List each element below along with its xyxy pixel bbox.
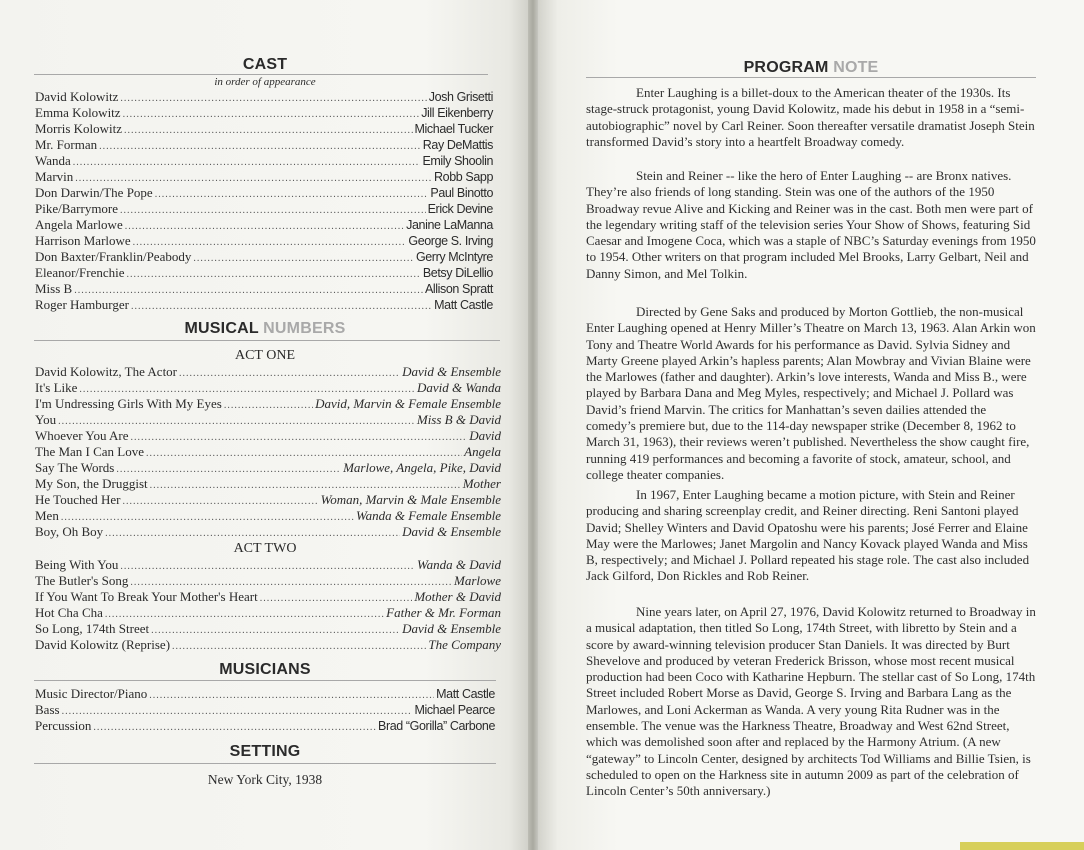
act-two-title: ACT TWO	[233, 541, 297, 556]
song-row	[35, 589, 501, 605]
program-note-paragraph-2: Stein and Reiner -- like the hero of Enter Laughing -- are Bronx natives. They’re also friends of long standing. Stein was one of the authors of the 1950 Broadway revue Alive and Kicking and Reiner was in the cast. Both men were part of the legendary writing staff of the television series Your Show of Shows, featuring Sid Caesar and Imogene Coca, which was a staple of NBC’s Saturday evenings from 1950 to 1954. Other writers on that program included Mel Brooks, Larry Gelbart, Neil and Danny Simon, and Mel Tolkin.	[586, 168, 1036, 281]
musician-row	[35, 702, 495, 718]
yellow-edge	[960, 842, 1084, 850]
cast-row-label: Roger Hamburger	[35, 297, 129, 312]
song-row	[35, 460, 501, 476]
dot-leader	[99, 139, 421, 155]
cast-row	[35, 249, 493, 265]
cast-row	[35, 185, 493, 201]
dot-leader	[120, 91, 426, 107]
dot-leader	[124, 123, 413, 139]
cast-row-value: Ray DeMattis	[422, 138, 493, 152]
musical-numbers-rule	[34, 340, 500, 341]
cast-row	[35, 265, 493, 281]
song-row-label: The Man I Can Love	[35, 444, 145, 459]
song-row-label: Hot Cha Cha	[35, 605, 103, 620]
song-row-label: So Long, 174th Street	[35, 621, 150, 636]
musician-row	[35, 718, 495, 734]
cast-row-value: Matt Castle	[434, 298, 493, 312]
cast-row-value: George S. Irving	[408, 234, 493, 248]
song-row	[35, 621, 501, 637]
musicians-heading: MUSICIANS	[219, 661, 311, 678]
song-row	[35, 573, 501, 589]
cast-heading: CAST	[242, 56, 288, 73]
musical-numbers-heading	[0, 320, 530, 338]
song-row-value: Wanda & David	[416, 557, 501, 572]
cast-row	[35, 89, 493, 105]
program-note-rule	[586, 77, 1036, 78]
musicians-list	[35, 686, 495, 734]
cast-row-label: Harrison Marlowe	[35, 233, 131, 248]
program-note-paragraph-3: Directed by Gene Saks and produced by Morton Gottlieb, the non-musical Enter Laughing opened at Henry Miller’s Theatre on March 13, 1963. Alan Arkin won Tony and Theatre World Awards for his performance as David. Sylvia Sidney and Marty Greene played Arkin’s hapless parents; Alan Mowbray and Vivian Blaine were the Marlowes (father and daughter). Arkin’s love interests, Wanda and Miss B., were played by Barbara Dana and Meg Myles, respectively; and Michael J. Pollard was David’s friend Marvin. The critics for Manhattan’s seven dailies attended the comedy’s premiere but, due to the 114-day newspaper strike (December 8, 1962 to March 31, 1963), their reviews weren’t published. Nevertheless the show caught fire, running 419 performances and becoming a favorite of stock, amateur, school, and college theater companies.	[586, 304, 1036, 482]
cast-row-value: Erick Devine	[427, 202, 493, 216]
song-row-label: Whoever You Are	[35, 428, 129, 443]
dot-leader	[131, 430, 468, 446]
dot-leader	[123, 107, 420, 123]
song-row-value: Angela	[464, 444, 501, 459]
dot-leader	[61, 510, 354, 526]
dot-leader	[179, 366, 400, 382]
setting-text: New York City, 1938	[207, 772, 323, 787]
cast-row-value: Gerry McIntyre	[415, 250, 493, 264]
program-note-heading-gray: NOTE	[833, 59, 879, 76]
act-two-song-list	[35, 557, 501, 653]
song-row-label: It's Like	[35, 380, 78, 395]
cast-row-value: Paul Binotto	[430, 186, 493, 200]
cast-row-label: Eleanor/Frenchie	[35, 265, 125, 280]
dot-leader	[155, 187, 429, 203]
song-row-label: David Kolowitz (Reprise)	[35, 637, 171, 652]
song-row-label: Say The Words	[35, 460, 115, 475]
song-row	[35, 396, 501, 412]
dot-leader	[151, 623, 400, 639]
musician-row-value: Brad “Gorilla” Carbone	[378, 719, 495, 733]
song-row-value: The Company	[428, 637, 501, 652]
song-row	[35, 380, 501, 396]
dot-leader	[62, 704, 413, 720]
cast-row-label: Emma Kolowitz	[35, 105, 121, 120]
song-row	[35, 476, 501, 492]
musician-row	[35, 686, 495, 702]
musician-row-label: Music Director/Piano	[35, 686, 148, 701]
cast-row-label: Miss B	[35, 281, 73, 296]
cast-row-label: Don Darwin/The Pope	[35, 185, 153, 200]
setting-rule	[34, 763, 496, 764]
song-row-value: Woman, Marvin & Male Ensemble	[320, 492, 501, 507]
dot-leader	[125, 219, 404, 235]
song-row	[35, 364, 501, 380]
song-row-value: Father & Mr. Forman	[386, 605, 501, 620]
cast-row	[35, 121, 493, 137]
program-note-paragraph-5: Nine years later, on April 27, 1976, David Kolowitz returned to Broadway in a musical adaptation, then titled So Long, 174th Street, with libretto by Stein and a score by award-winning television producer Stan Daniels. It was directed by Burt Shevelove and produced by veteran Frederick Brisson, whose most recent musical production had been Coco with Katharine Hepburn. The stellar cast of So Long, 174th Street included Robert Morse as David, George S. Irving and Barbara Lang as the Marlowes, and Loni Ackerman as Wanda. A very young Rita Rudner was in the ensemble. The venue was the Harkness Theatre, Broadway and West 62nd Street, which was demolished soon after and replaced by the Harmony Atrium. (A new “gateway” to Lincoln Center, designed by architects Tod Williams and Billie Tsien, is scheduled to open on the Harkness site in autumn 2009 as part of the celebration of Lincoln Center’s 50th anniversary.)	[586, 604, 1036, 799]
dot-leader	[224, 398, 313, 414]
dot-leader	[131, 299, 432, 315]
song-row-value: David & Wanda	[416, 380, 501, 395]
song-row	[35, 557, 501, 573]
song-row-label: My Son, the Druggist	[35, 476, 148, 491]
cast-row	[35, 105, 493, 121]
song-row	[35, 605, 501, 621]
cast-row	[35, 217, 493, 233]
cast-row	[35, 297, 493, 313]
program-note-heading-dark: PROGRAM	[743, 59, 829, 76]
song-row-label: Being With You	[35, 557, 119, 572]
cast-row	[35, 233, 493, 249]
dot-leader	[149, 688, 434, 704]
song-row-label: The Butler's Song	[35, 573, 129, 588]
song-row-value: Mother & David	[414, 589, 501, 604]
dot-leader	[73, 155, 421, 171]
cast-row-value: Jill Eikenberry	[421, 106, 493, 120]
cast-row-label: Mr. Forman	[35, 137, 98, 152]
song-row	[35, 444, 501, 460]
song-row	[35, 637, 501, 653]
cast-row	[35, 153, 493, 169]
cast-row-label: Wanda	[35, 153, 71, 168]
song-row-label: You	[35, 412, 57, 427]
cast-row-label: Marvin	[35, 169, 74, 184]
musicians-rule	[34, 680, 496, 681]
song-row-value: David	[469, 428, 501, 443]
musician-row-value: Matt Castle	[436, 687, 495, 701]
cast-row-value: Allison Spratt	[424, 282, 493, 296]
song-row-value: Marlowe, Angela, Pike, David	[343, 460, 501, 475]
cast-row-value: Emily Shoolin	[422, 154, 493, 168]
song-row	[35, 508, 501, 524]
cast-row-value: Josh Grisetti	[428, 90, 493, 104]
dot-leader	[116, 462, 341, 478]
song-row-value: David & Ensemble	[402, 364, 501, 379]
act-one-song-list	[35, 364, 501, 540]
dot-leader	[127, 267, 421, 283]
song-row	[35, 412, 501, 428]
program-note-heading	[586, 59, 1036, 77]
song-row-label: Men	[35, 508, 59, 523]
song-row-value: Mother	[462, 476, 501, 491]
song-row-value: David & Ensemble	[402, 524, 501, 539]
song-row-value: Marlowe	[454, 573, 501, 588]
song-row-label: He Touched Her	[35, 492, 121, 507]
cast-row-label: Don Baxter/Franklin/Peabody	[35, 249, 192, 264]
song-row	[35, 524, 501, 540]
cast-row-value: Betsy DiLellio	[422, 266, 493, 280]
cast-row-label: Angela Marlowe	[35, 217, 123, 232]
dot-leader	[193, 251, 414, 267]
cast-row	[35, 137, 493, 153]
musical-numbers-heading-dark: MUSICAL	[184, 320, 259, 337]
cast-row-label: Pike/Barrymore	[35, 201, 119, 216]
cast-row-value: Michael Tucker	[414, 122, 493, 136]
cast-row-label: David Kolowitz	[35, 89, 119, 104]
cast-row	[35, 281, 493, 297]
song-row-label: If You Want To Break Your Mother's Heart	[35, 589, 258, 604]
dot-leader	[93, 720, 376, 736]
dot-leader	[120, 203, 426, 219]
program-note-paragraph-4: In 1967, Enter Laughing became a motion picture, with Stein and Reiner producing and sharing screenplay credit, and Reiner directing. Reni Santoni played David; Shelley Winters and David Opatoshu were his parents; José Ferrer and Elaine May were the Marlowes; Janet Margolin and Nancy Kovack played Wanda and Miss B, respectively; and Michael J. Pollard repeated his stage role. The cast also included Jack Gilford, Don Rickles and Rob Reiner.	[586, 487, 1030, 584]
song-row-value: David, Marvin & Female Ensemble	[315, 396, 501, 411]
song-row-label: I'm Undressing Girls With My Eyes	[35, 396, 222, 411]
cast-subheading: in order of appearance	[214, 76, 316, 88]
program-note-paragraph-1: Enter Laughing is a billet-doux to the American theater of the 1930s. Its stage-struck protagonist, young David Kolowitz, made his debut in 1958 in a “semi-autobiographic” novel by Carl Reiner. Soon thereafter versatile dramatist Joseph Stein transformed David’s story into a heartfelt Broadway comedy.	[586, 85, 1035, 149]
cast-row	[35, 169, 493, 185]
cast-list	[35, 89, 493, 313]
cast-row-value: Janine LaManna	[406, 218, 493, 232]
song-row	[35, 492, 501, 508]
song-row-label: David Kolowitz, The Actor	[35, 364, 178, 379]
cast-row-value: Robb Sapp	[434, 170, 493, 184]
musician-row-label: Percussion	[35, 718, 92, 733]
song-row	[35, 428, 501, 444]
song-row-value: Miss B & David	[416, 412, 501, 427]
dot-leader	[122, 494, 318, 510]
musician-row-label: Bass	[35, 702, 60, 717]
song-row-value: David & Ensemble	[402, 621, 501, 636]
book-gutter	[528, 0, 538, 850]
act-one-title: ACT ONE	[234, 348, 296, 363]
cast-row	[35, 201, 493, 217]
dot-leader	[105, 526, 400, 542]
cast-row-label: Morris Kolowitz	[35, 121, 123, 136]
cast-rule	[34, 74, 488, 75]
setting-heading: SETTING	[229, 743, 301, 760]
musical-numbers-heading-gray: NUMBERS	[263, 320, 346, 337]
song-row-label: Boy, Oh Boy	[35, 524, 104, 539]
dot-leader	[120, 559, 415, 575]
musician-row-value: Michael Pearce	[414, 703, 495, 717]
song-row-value: Wanda & Female Ensemble	[355, 508, 501, 523]
dot-leader	[172, 639, 426, 655]
